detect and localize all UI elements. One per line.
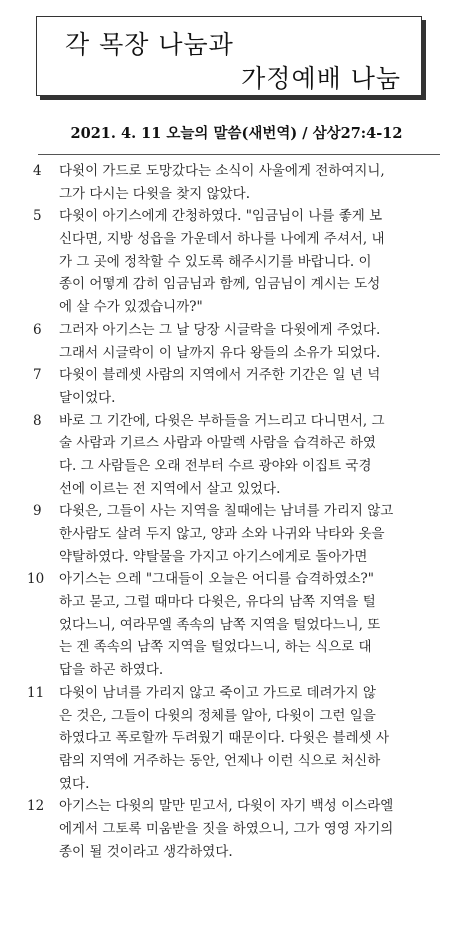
verse-text-line: 그러자 아기스는 그 날 당장 시글락을 다윗에게 주었다. bbox=[59, 321, 381, 338]
verse-text-line: 종이 어떻게 감히 임금님과 함께, 임금님이 계시는 도성 bbox=[59, 276, 381, 293]
verse-text-line: 한사람도 살려 두지 않고, 양과 소와 나귀와 낙타와 옷을 bbox=[59, 526, 385, 542]
verse-text-line: 신다면, 지방 성읍을 가운데서 하나를 나에게 주셔서, 내 bbox=[59, 231, 385, 248]
verse-text-line: 였다. bbox=[59, 775, 90, 792]
verse-text-line: 술 사람과 기르스 사람과 아말렉 사람을 습격하곤 하였 bbox=[59, 435, 376, 452]
verse bbox=[0, 500, 473, 568]
title-box bbox=[36, 16, 422, 96]
verse-text-line: 그가 다시는 다윗을 찾지 않았다. bbox=[59, 185, 250, 202]
verse-number: 4 bbox=[33, 163, 42, 179]
verse-text-line: 다윗이 가드로 도망갔다는 소식이 사울에게 전하여지니, bbox=[59, 163, 385, 179]
verse-text-line: 다. 그 사람들은 오래 전부터 수르 광야와 이집트 국경 bbox=[59, 457, 372, 474]
verse-text-line: 람의 지역에 거주하는 동안, 언제나 이런 식으로 처신하 bbox=[59, 752, 381, 769]
title-line-2: 가정예배 나눔 bbox=[241, 64, 401, 93]
verse-number: 8 bbox=[33, 412, 42, 429]
verse-text-line: 에게서 그토록 미움받을 짓을 하였으니, 그가 영영 자기의 bbox=[59, 820, 394, 837]
verse-text-line: 는 겐 족속의 남쪽 지역을 털었다느니, 하는 식으로 대 bbox=[59, 639, 372, 656]
verse bbox=[0, 160, 473, 205]
verse-text-line: 다윗이 아기스에게 간청하였다. "임금님이 나를 좋게 보 bbox=[59, 208, 383, 225]
verse-text-line: 약탈하였다. 약탈물을 가지고 아기스에게로 돌아가면 bbox=[59, 548, 368, 565]
verse-number: 5 bbox=[33, 208, 42, 225]
verse-number: 11 bbox=[27, 684, 45, 701]
verse-text-line: 가 그 곳에 정착할 수 있도록 해주시기를 바랍니다. 이 bbox=[59, 253, 372, 270]
verse-text-line: 은 것은, 그들이 다윗의 정체를 알아, 다윗이 그런 일을 bbox=[59, 707, 376, 724]
verse-text-line: 하였다고 폭로할까 두려웠기 때문이다. 다윗은 블레셋 사 bbox=[59, 730, 389, 747]
verse-text-line: 바로 그 기간에, 다윗은 부하들을 거느리고 다니면서, 그 bbox=[59, 412, 385, 429]
verse bbox=[0, 682, 473, 795]
verse bbox=[0, 205, 473, 318]
verse-number: 12 bbox=[27, 798, 45, 815]
verse-number: 7 bbox=[33, 367, 42, 384]
verse-text-line: 아기스는 으레 "그대들이 오늘은 어디를 습격하였소?" bbox=[59, 571, 374, 588]
verse-text-line: 그래서 시글락이 이 날까지 유다 왕들의 소유가 되었다. bbox=[59, 344, 381, 361]
verse-text-line: 선에 이르는 전 지역에서 살고 있었다. bbox=[59, 480, 281, 497]
verse-text-line: 다윗이 블레셋 사람의 지역에서 거주한 기간은 일 년 넉 bbox=[59, 367, 381, 384]
verse bbox=[0, 319, 473, 364]
verse-text-line: 종이 될 것이라고 생각하였다. bbox=[59, 843, 233, 860]
verse bbox=[0, 364, 473, 409]
verse-list bbox=[0, 160, 473, 863]
title-line-1: 각 목장 나눔과 bbox=[65, 30, 234, 59]
verse-text-line: 하고 묻고, 그럴 때마다 다윗은, 유다의 남쪽 지역을 털 bbox=[59, 594, 376, 611]
verse-number: 6 bbox=[33, 321, 42, 338]
verse-text-line: 었다느니, 여라무엘 족속의 남쪽 지역을 털었다느니, 또 bbox=[59, 616, 381, 633]
scripture-reference: 2021. 4. 11 오늘의 말씀(새번역) / 삼상27:4-12 bbox=[70, 125, 403, 142]
verse-text-line: 다윗이 남녀를 가리지 않고 죽이고 가드로 데려가지 않 bbox=[59, 684, 376, 701]
divider bbox=[38, 154, 440, 155]
verse-text-line: 달이었다. bbox=[59, 389, 116, 406]
verse-number: 9 bbox=[33, 503, 42, 520]
verse bbox=[0, 795, 473, 863]
verse bbox=[0, 410, 473, 501]
verse-text-line: 에 살 수가 있겠습니까?" bbox=[59, 299, 203, 316]
verse-text-line: 답을 하곤 하였다. bbox=[59, 662, 164, 679]
verse-number: 10 bbox=[27, 571, 45, 588]
verse bbox=[0, 568, 473, 681]
verse-text-line: 다윗은, 그들이 사는 지역을 칠때에는 남녀를 가리지 않고 bbox=[59, 503, 394, 520]
verse-text-line: 아기스는 다윗의 말만 믿고서, 다윗이 자기 백성 이스라엘 bbox=[59, 798, 394, 815]
